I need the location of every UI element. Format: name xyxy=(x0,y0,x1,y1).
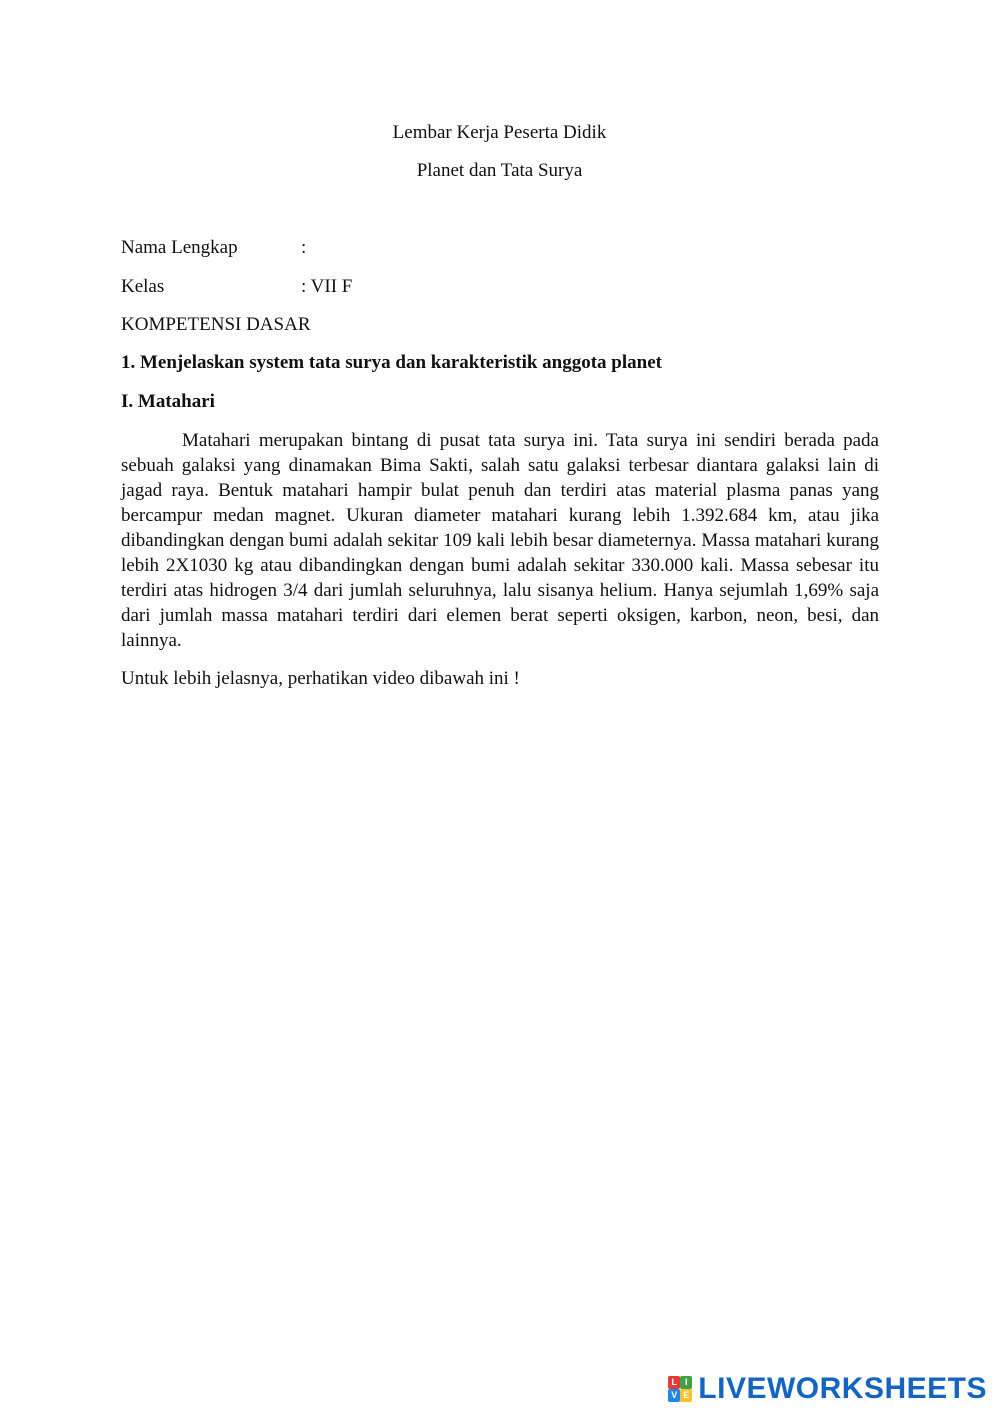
field-label: Kelas xyxy=(121,276,165,297)
kompetensi-dasar-heading: KOMPETENSI DASAR xyxy=(121,314,311,335)
logo-letter: E xyxy=(680,1389,692,1402)
logo-letter: V xyxy=(668,1389,680,1402)
worksheet-title: Lembar Kerja Peserta Didik xyxy=(392,122,607,143)
liveworksheets-brand xyxy=(668,1372,987,1406)
field-kelas xyxy=(121,275,352,299)
logo-letter: L xyxy=(668,1376,680,1389)
field-nama-lengkap xyxy=(121,236,306,260)
field-label: Nama Lengkap xyxy=(121,237,238,258)
field-value: : xyxy=(301,237,307,258)
kompetensi-dasar-item: 1. Menjelaskan system tata surya dan karakteristik anggota planet xyxy=(121,352,662,373)
liveworksheets-logo-text: LIVEWORKSHEETS xyxy=(698,1372,987,1405)
field-value: : VII F xyxy=(301,276,353,297)
matahari-paragraph: Matahari merupakan bintang di pusat tata surya ini. Tata surya ini sendiri berada pada sebuah galaksi yang dinamakan Bima Sakti, salah satu galaksi terbesar diantara galaksi lain di jagad raya. Bentuk matahari hampir bulat penuh dan terdiri atas material plasma panas yang bercampur medan magnet. Ukuran diameter matahari kurang lebih 1.392.684 km, atau jika dibandingkan dengan bumi adalah sekitar 109 kali lebih besar diameternya. Massa matahari kurang lebih 2X1030 kg atau dibandingkan dengan bumi adalah sekitar 330.000 kali. Massa sebesar itu terdiri atas hidrogen 3/4 dari jumlah seluruhnya, lalu sisanya helium. Hanya sejumlah 1,69% saja dari jumlah massa matahari terdiri dari elemen berat seperti oksigen, karbon, neon, besi, dan lainnya. xyxy=(121,430,879,651)
worksheet-subtitle: Planet dan Tata Surya xyxy=(416,160,583,181)
logo-letter: I xyxy=(680,1376,692,1389)
section-heading-matahari: I. Matahari xyxy=(121,391,215,412)
video-instruction: Untuk lebih jelasnya, perhatikan video dibawah ini ! xyxy=(121,668,520,689)
liveworksheets-logo-icon xyxy=(668,1376,692,1402)
